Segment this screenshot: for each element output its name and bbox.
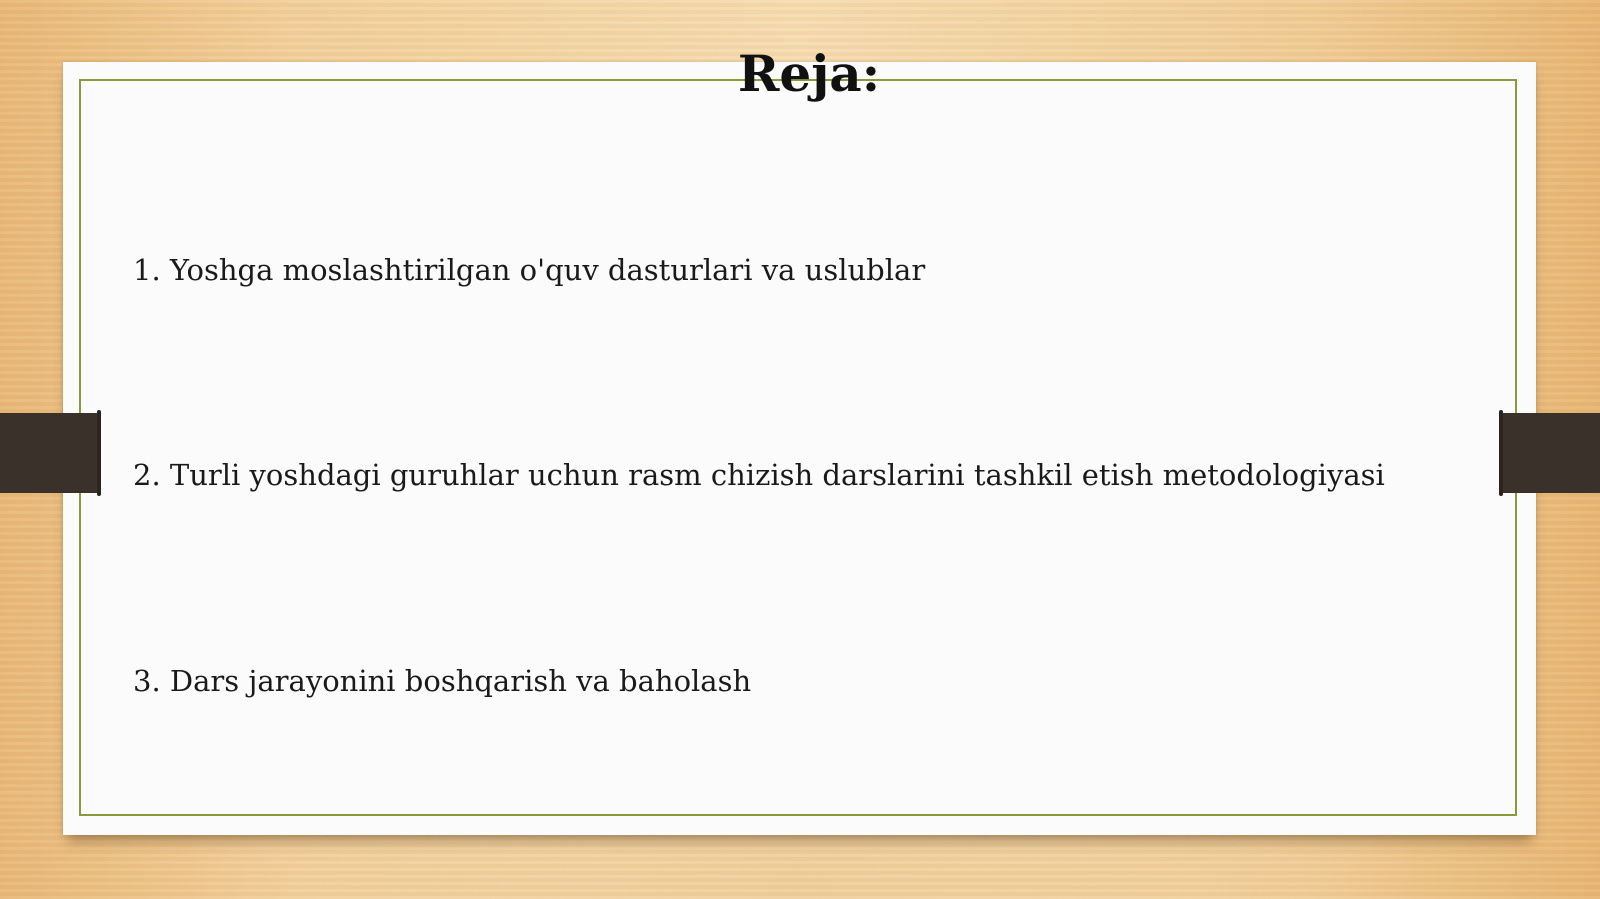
plan-item-2: 2. Turli yoshdagi guruhlar uchun rasm chizish darslarini tashkil etish metodologiyasi — [133, 458, 1385, 492]
right-side-tab — [1500, 413, 1600, 493]
plan-item-1: 1. Yoshga moslashtirilgan o'quv dasturlari va uslublar — [133, 253, 926, 287]
plan-item-3: 3. Dars jarayonini boshqarish va baholash — [133, 664, 752, 698]
left-side-tab — [0, 413, 100, 493]
green-frame — [79, 79, 1517, 816]
slide-title: Reja: — [737, 44, 881, 103]
